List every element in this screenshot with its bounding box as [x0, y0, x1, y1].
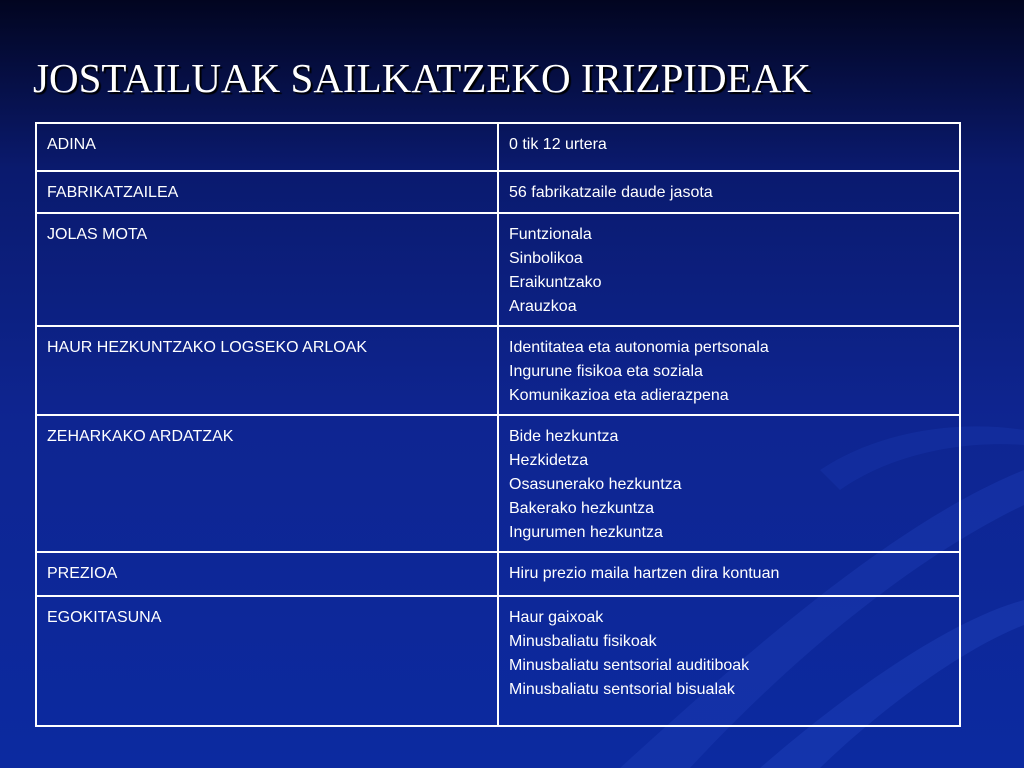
criterion-label: PREZIOA [47, 565, 118, 582]
criterion-label: EGOKITASUNA [47, 609, 162, 626]
criterion-label-cell [36, 171, 498, 213]
criterion-label-cell [36, 213, 498, 326]
criterion-values-cell [498, 415, 960, 552]
criterion-label: FABRIKATZAILEA [47, 184, 179, 201]
criterion-value: Minusbaliatu sentsorial bisualak [509, 681, 735, 698]
criterion-label: ZEHARKAKO ARDATZAK [47, 428, 234, 445]
criterion-label: HAUR HEZKUNTZAKO LOGSEKO ARLOAK [47, 339, 368, 356]
criterion-value: Osasunerako hezkuntza [509, 476, 682, 493]
criteria-table-body [36, 123, 960, 726]
criterion-values-cell [498, 596, 960, 726]
table-row [36, 552, 960, 596]
criterion-values-cell [498, 171, 960, 213]
criterion-value: 56 fabrikatzaile daude jasota [509, 184, 713, 201]
criterion-label-cell [36, 123, 498, 171]
criterion-label-cell [36, 415, 498, 552]
criterion-value: Funtzionala [509, 226, 592, 243]
table-row [36, 213, 960, 326]
criterion-value: Ingurumen hezkuntza [509, 524, 663, 541]
criterion-value: Bide hezkuntza [509, 428, 619, 445]
table-row [36, 171, 960, 213]
criterion-value: Bakerako hezkuntza [509, 500, 654, 517]
criterion-value: Komunikazioa eta adierazpena [509, 387, 729, 404]
criteria-table [35, 122, 961, 727]
criterion-values-cell [498, 552, 960, 596]
criterion-label-cell [36, 326, 498, 415]
criterion-label-cell [36, 552, 498, 596]
slide-title: JOSTAILUAK SAILKATZEKO IRIZPIDEAK [33, 55, 811, 101]
criterion-value: Identitatea eta autonomia pertsonala [509, 339, 769, 356]
criterion-label: ADINA [47, 136, 96, 153]
criterion-value: Eraikuntzako [509, 274, 602, 291]
table-row [36, 326, 960, 415]
criterion-value: Hiru prezio maila hartzen dira kontuan [509, 565, 780, 582]
table-row [36, 123, 960, 171]
criterion-value: Minusbaliatu fisikoak [509, 633, 657, 650]
criterion-value: Arauzkoa [509, 298, 577, 315]
criterion-values-cell [498, 326, 960, 415]
criterion-label: JOLAS MOTA [47, 226, 148, 243]
criterion-values-cell [498, 123, 960, 171]
criterion-value: Minusbaliatu sentsorial auditiboak [509, 657, 750, 674]
criterion-values-cell [498, 213, 960, 326]
criterion-value: Haur gaixoak [509, 609, 604, 626]
criterion-value: Hezkidetza [509, 452, 589, 469]
table-row [36, 596, 960, 726]
criterion-value: Sinbolikoa [509, 250, 583, 267]
criterion-value: Ingurune fisikoa eta soziala [509, 363, 703, 380]
table-row [36, 415, 960, 552]
criterion-value: 0 tik 12 urtera [509, 136, 607, 153]
criterion-label-cell [36, 596, 498, 726]
